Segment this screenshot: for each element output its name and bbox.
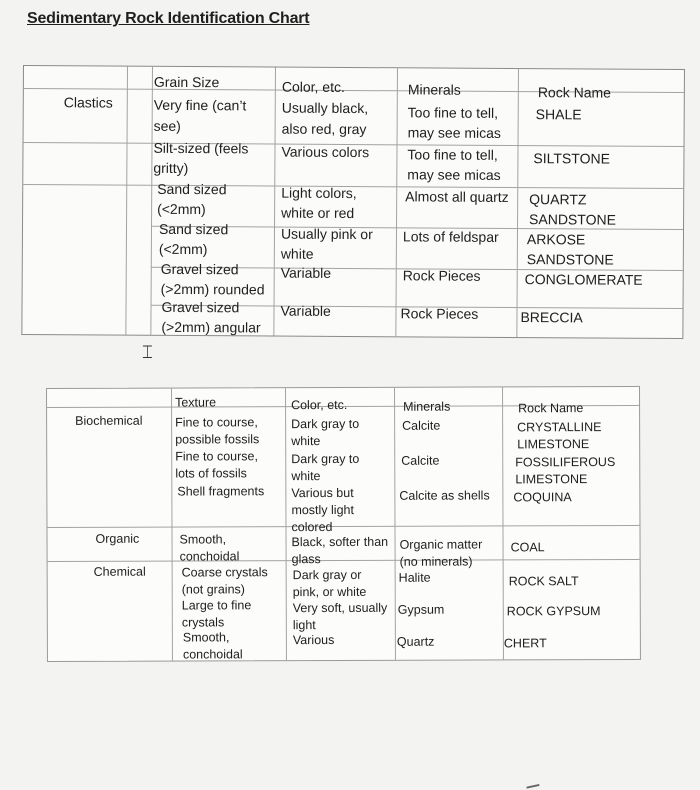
section-chemical: Chemical [93,564,146,579]
rock-name-fossiliferous-limestone: FOSSILIFEROUS LIMESTONE [515,455,616,487]
rock-name-chert: CHERT [503,636,547,651]
table-cell: Gypsum [397,602,445,617]
rock-name-arkose-sandstone: ARKOSE SANDSTONE [526,231,614,268]
table-cell: Organic matter (no minerals) [399,537,483,569]
table-row-shale: Very fine (can’t see) [153,96,247,134]
page-title: Sedimentary Rock Identification Chart [27,10,310,27]
stray-pen-mark [526,784,539,788]
rock-name-crystalline-limestone: CRYSTALLINE LIMESTONE [517,420,602,452]
table-cell: Various but mostly light colored [291,485,354,535]
header-minerals: Minerals [403,399,451,414]
table-cell: Too fine to tell, may see micas [407,104,502,141]
table-row-crystalline-limestone: Fine to course, possible fossils [175,415,260,447]
table-row-siltstone: Silt-sized (feels gritty) [153,139,249,177]
clastics-table [21,65,685,339]
table-row-breccia: Gravel sized (>2mm) angular [161,298,261,336]
header-grain-size: Grain Size [153,73,220,91]
header-rock-name: Rock Name [518,401,584,416]
table-row-rock-salt: Coarse crystals (not grains) [181,565,268,597]
rock-name-rock-salt: ROCK SALT [508,574,579,589]
nonclastic-table [46,386,641,662]
rock-name-siltstone: SILTSTONE [533,150,611,167]
table-row-chert: Smooth, conchoidal [182,630,243,662]
table-cell: Too fine to tell, may see micas [407,146,501,183]
table-cell: Variable [280,264,332,281]
table-cell: Calcite [401,453,440,468]
header-minerals: Minerals [407,81,461,98]
header-color: Color, etc. [291,397,348,413]
table-row-rock-gypsum: Large to fine crystals [181,598,252,630]
rock-name-quartz-sandstone: QUARTZ SANDSTONE [529,191,616,228]
table-cell: Various colors [281,143,370,161]
table-row-coal: Smooth, conchoidal [179,532,240,564]
table-cell: Variable [280,302,331,319]
rock-name-shale: SHALE [535,106,582,123]
rock-name-coquina: COQUINA [513,490,572,505]
table-cell: Rock Pieces [402,267,481,284]
table-row-fossiliferous-limestone: Fine to course, lots of fossils [175,449,258,481]
table-row-coquina: Shell fragments [177,484,265,499]
header-texture: Texture [175,395,217,410]
table-row-arkose: Sand sized (<2mm) [158,220,229,258]
table-cell: Quartz [396,634,435,649]
text-cursor-icon: ⌶ [142,342,153,363]
table-cell: Dark gray to white [291,451,360,484]
table-cell: Usually pink or white [280,225,373,262]
table-cell: Calcite [402,418,441,433]
table-cell: Rock Pieces [400,305,479,322]
table-cell: Dark gray or pink, or white [292,567,367,600]
header-rock-name: Rock Name [537,84,612,101]
table-cell: Usually black, also red, gray [281,99,369,137]
table-cell: Dark gray to white [291,416,360,449]
section-clastics: Clastics [63,94,113,111]
table-cell: Halite [398,570,431,585]
table-row-conglomerate: Gravel sized (>2mm) rounded [160,260,265,298]
header-color: Color, etc. [281,78,345,95]
table-row-quartz-sandstone: Sand sized (<2mm) [157,180,227,218]
table-cell: Lots of feldspar [402,228,499,245]
table-cell: Various [292,632,335,648]
section-biochemical: Biochemical [75,413,143,428]
table-cell: Light colors, white or red [281,184,357,222]
section-organic: Organic [95,531,140,546]
rock-name-rock-gypsum: ROCK GYPSUM [506,604,601,619]
table-cell: Almost all quartz [405,188,509,205]
table-cell: Very soft, usually light [292,600,388,633]
table-cell: Black, softer than glass [291,534,389,567]
table-cell: Calcite as shells [399,488,490,503]
rock-name-breccia: BRECCIA [520,309,583,326]
rock-name-coal: COAL [510,540,545,555]
rock-name-conglomerate: CONGLOMERATE [524,271,643,288]
